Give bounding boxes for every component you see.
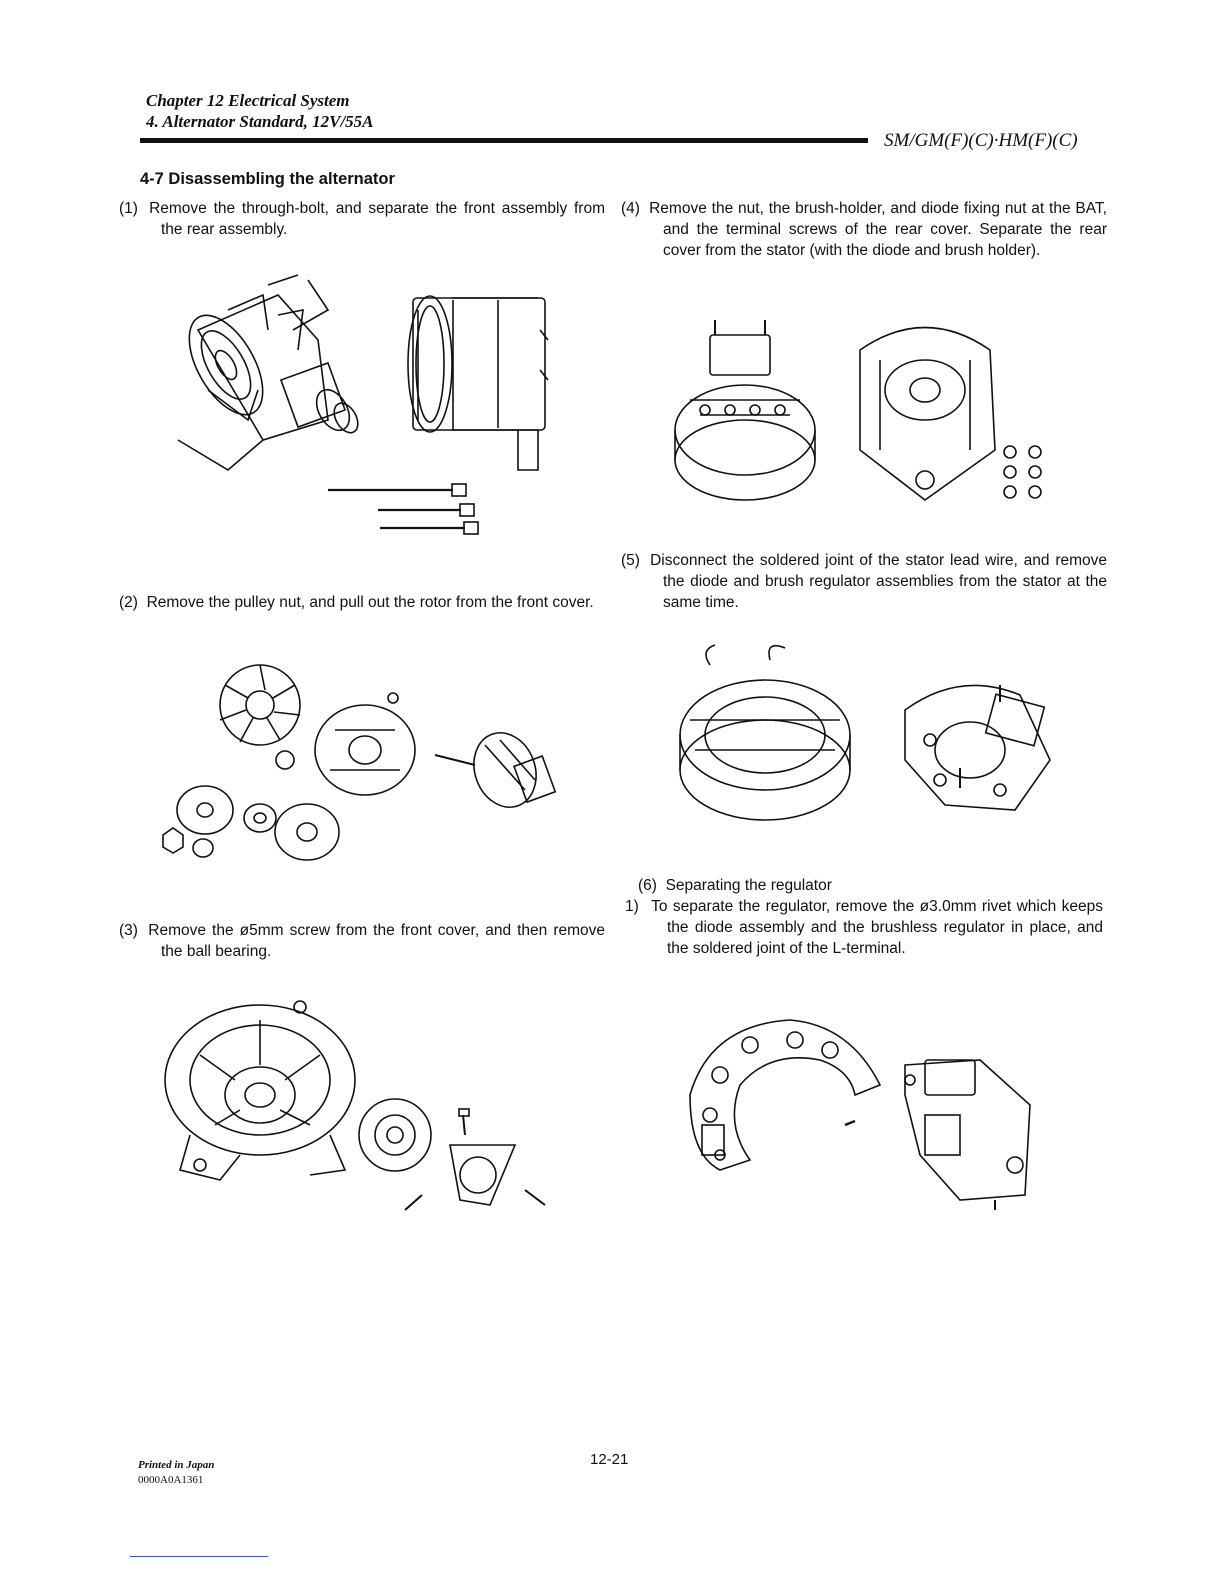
figure-through-bolt-separation xyxy=(168,270,568,540)
figure-regulator-separation xyxy=(680,1005,1050,1215)
chapter-title: Chapter 12 Electrical System xyxy=(146,91,350,110)
page-number: 12-21 xyxy=(590,1451,629,1468)
step-5 xyxy=(621,550,1107,613)
step-text: Remove the nut, the brush-holder, and diode fixing nut at the BAT, and the terminal screws of the rear cover. Separate the rear cover from the stator (with the diode and brush holder). xyxy=(649,200,1107,259)
printed-in: Printed in Japan xyxy=(138,1459,215,1471)
step-3 xyxy=(119,920,605,962)
step-1 xyxy=(119,198,606,240)
step-6 xyxy=(638,875,1086,896)
step-number: (6) xyxy=(638,877,662,894)
step-number: (3) xyxy=(119,922,143,939)
section-heading: 4-7 Disassembling the alternator xyxy=(140,170,395,188)
step-text: Remove the through-bolt, and separate the front assembly from the rear assembly. xyxy=(149,200,606,238)
figure-rotor-removal xyxy=(155,660,575,870)
step-number: (4) xyxy=(621,200,645,217)
footer-print-info xyxy=(138,1458,214,1488)
step-text: Separating the regulator xyxy=(665,877,832,894)
step-2 xyxy=(119,592,605,613)
step-text: Remove the ø5mm screw from the front cover, and then remove the ball bearing. xyxy=(148,922,605,960)
step-text: Remove the pulley nut, and pull out the rotor from the front cover. xyxy=(146,594,594,611)
step-text: Disconnect the soldered joint of the stator lead wire, and remove the diode and brush regulator assemblies from the stator at the same time. xyxy=(650,552,1107,611)
step-4 xyxy=(621,198,1107,261)
model-codes: SM/GM(F)(C)·HM(F)(C) xyxy=(884,130,1078,151)
chapter-header xyxy=(146,90,374,132)
figure-front-cover-bearing xyxy=(160,995,570,1220)
substep-text: To separate the regulator, remove the ø3.0mm rivet which keeps the diode assembly and the brushless regulator in place, and the soldered joint of the L-terminal. xyxy=(651,898,1104,957)
step-number: (2) xyxy=(119,594,143,611)
step-number: (1) xyxy=(119,200,143,217)
substep-1: 1) To separate the regulator, remove the ø3.0mm rivet which keeps the diode assembly and the brushless regulator in place, and the soldered joint of the L-terminal. xyxy=(625,898,1104,957)
header-rule xyxy=(140,138,868,143)
step-number: (5) xyxy=(621,552,645,569)
footer-rule xyxy=(130,1556,268,1557)
document-code: 0000A0A1361 xyxy=(138,1474,204,1486)
figure-stator-regulator-removal xyxy=(670,640,1070,830)
section-title-header: 4. Alternator Standard, 12V/55A xyxy=(146,112,374,131)
figure-rear-cover-separation xyxy=(670,310,1070,520)
